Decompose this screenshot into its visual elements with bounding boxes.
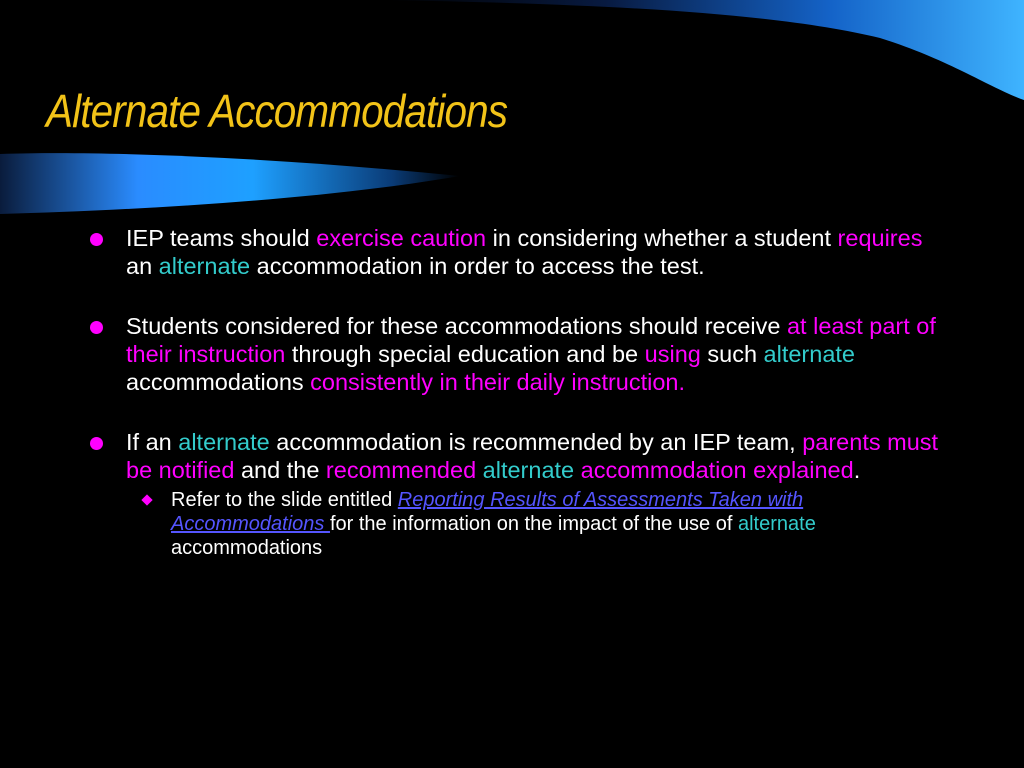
emphasis-text: consistently in their daily instruction. [310, 369, 686, 395]
bullet-dot-icon [90, 437, 103, 450]
bullet-item [86, 428, 946, 560]
emphasis-text: using [644, 341, 701, 367]
emphasis-text: exercise caution [316, 225, 487, 251]
emphasis-text: at least part of their instruction [126, 313, 936, 367]
bullet-text: such [700, 341, 764, 367]
bullet-text: and the [234, 457, 326, 483]
diamond-bullet-icon [141, 494, 152, 505]
bullet-text: Students considered for these accommodations should receive [126, 313, 787, 339]
sub-bullet-text: accommodations [171, 537, 323, 559]
emphasis-text: parents must be notified [126, 429, 939, 483]
emphasis-text: alternate [178, 429, 270, 455]
bullet-text: . [853, 457, 861, 483]
slide-title: Alternate Accommodations [46, 85, 508, 137]
emphasis-text: alternate [158, 253, 251, 279]
bullet-list [86, 224, 946, 560]
sub-bullet-item [171, 488, 946, 560]
bullet-item [86, 224, 946, 280]
bullet-dot-icon [90, 233, 103, 246]
sub-bullet-text: for the information on the impact of the use of [329, 513, 738, 535]
bullet-text: If an [126, 429, 179, 455]
emphasis-text: alternate [482, 457, 575, 483]
bullet-text: IEP teams should [126, 225, 317, 251]
bullet-dot-icon [90, 321, 103, 334]
bullet-text: accommodations [126, 369, 311, 395]
bullet-text: an [126, 253, 159, 279]
sub-bullet-text: Refer to the slide entitled [171, 489, 398, 511]
bullet-item [86, 312, 946, 396]
emphasis-text: alternate [763, 341, 855, 367]
bullet-text: accommodation is recommended by an IEP team, [269, 429, 803, 455]
emphasis-text: alternate [737, 513, 816, 535]
slide-reference-link[interactable]: Reporting Results of Assessments Taken with Accommodations [171, 489, 804, 535]
emphasis-text: accommodation explained [580, 457, 854, 483]
bullet-text: through special education and be [285, 341, 645, 367]
emphasis-text: recommended [325, 457, 477, 483]
emphasis-text: requires [837, 225, 923, 251]
bullet-text: accommodation in order to access the test. [250, 253, 705, 279]
bullet-text: in considering whether a student [486, 225, 838, 251]
